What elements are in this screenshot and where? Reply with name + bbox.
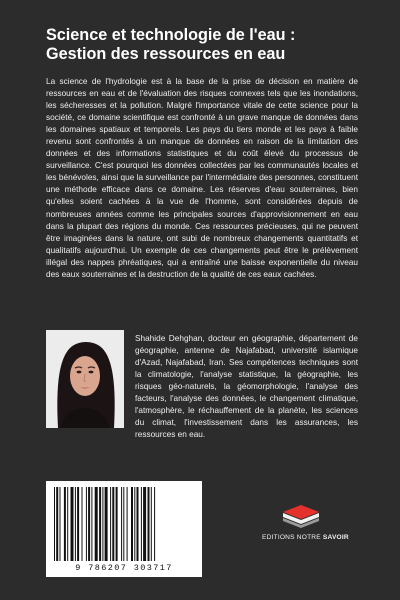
- stacked-books-icon: [279, 500, 323, 530]
- author-portrait-icon: [46, 330, 124, 428]
- isbn-number: 9 786207 303717: [75, 563, 173, 573]
- publisher-block: [262, 500, 349, 541]
- book-title-line-1: Science et technologie de l'eau :: [46, 26, 296, 44]
- publisher-name: [262, 534, 349, 541]
- publisher-name-prefix: EDITIONS NOTRE: [262, 534, 323, 541]
- barcode-icon: [52, 487, 196, 561]
- book-description: La science de l'hydrologie est à la base de la prise de décision en matière de ressources en eau et de l'évaluation des risques connexes tels que les inondations, les sécheresses et la pollution. Malgré l'importance vitale de cette science pour la société, ce domaine scientifique est confronté à un grave manque de données dans les domaines spatiaux et temporels. Les pays du tiers monde et les pays à faible revenu sont confrontés à un manque de données en raison de la limitation des données et des informations statistiques et du coût élevé du processus de surveillance. C'est pourquoi les données collectées par les communautés locales et les bénévoles, ainsi que la surveillance par l'intermédiaire des personnes, constituent une méthode efficace dans ce domaine. Les réserves d'eau souterraines, bien qu'elles soient cachées à la vue de l'homme, sont considérées depuis de nombreuses années comme les principales sources d'approvisionnement en eau dans la plupart des régions du monde. Ces ressources précieuses, qui ne peuvent être imaginées dans la nature, ont subi de nombreux changements quantitatifs et qualitatifs aujourd'hui. Un exemple de ces changements peut être le prélèvement illégal des nappes phréatiques, qui a entraîné une baisse exponentielle du niveau des eaux souterraines et la destruction de la qualité de ces eaux cachées.: [46, 77, 358, 279]
- author-photo: [46, 330, 124, 428]
- author-bio: Shahide Dehghan, docteur en géographie, département de géographie, antenne de Najafabad, université islamique d'Azad, Najafabad, Iran. Ses compétences techniques sont la climatologie, l'analyse statistique, la géographie, les risques géo-naturels, la géomorphologie, l'analyse des facteurs, l'analyse des données, le changement climatique, l'atmosphère, le réchauffement de la planète, les sciences du climat, l'investissement dans les assurances, les ressources en eau.: [135, 334, 358, 440]
- isbn-barcode: [46, 481, 202, 577]
- book-title-line-2: Gestion des ressources en eau: [46, 45, 286, 63]
- book-title: [46, 26, 366, 64]
- publisher-name-bold: SAVOIR: [322, 534, 349, 541]
